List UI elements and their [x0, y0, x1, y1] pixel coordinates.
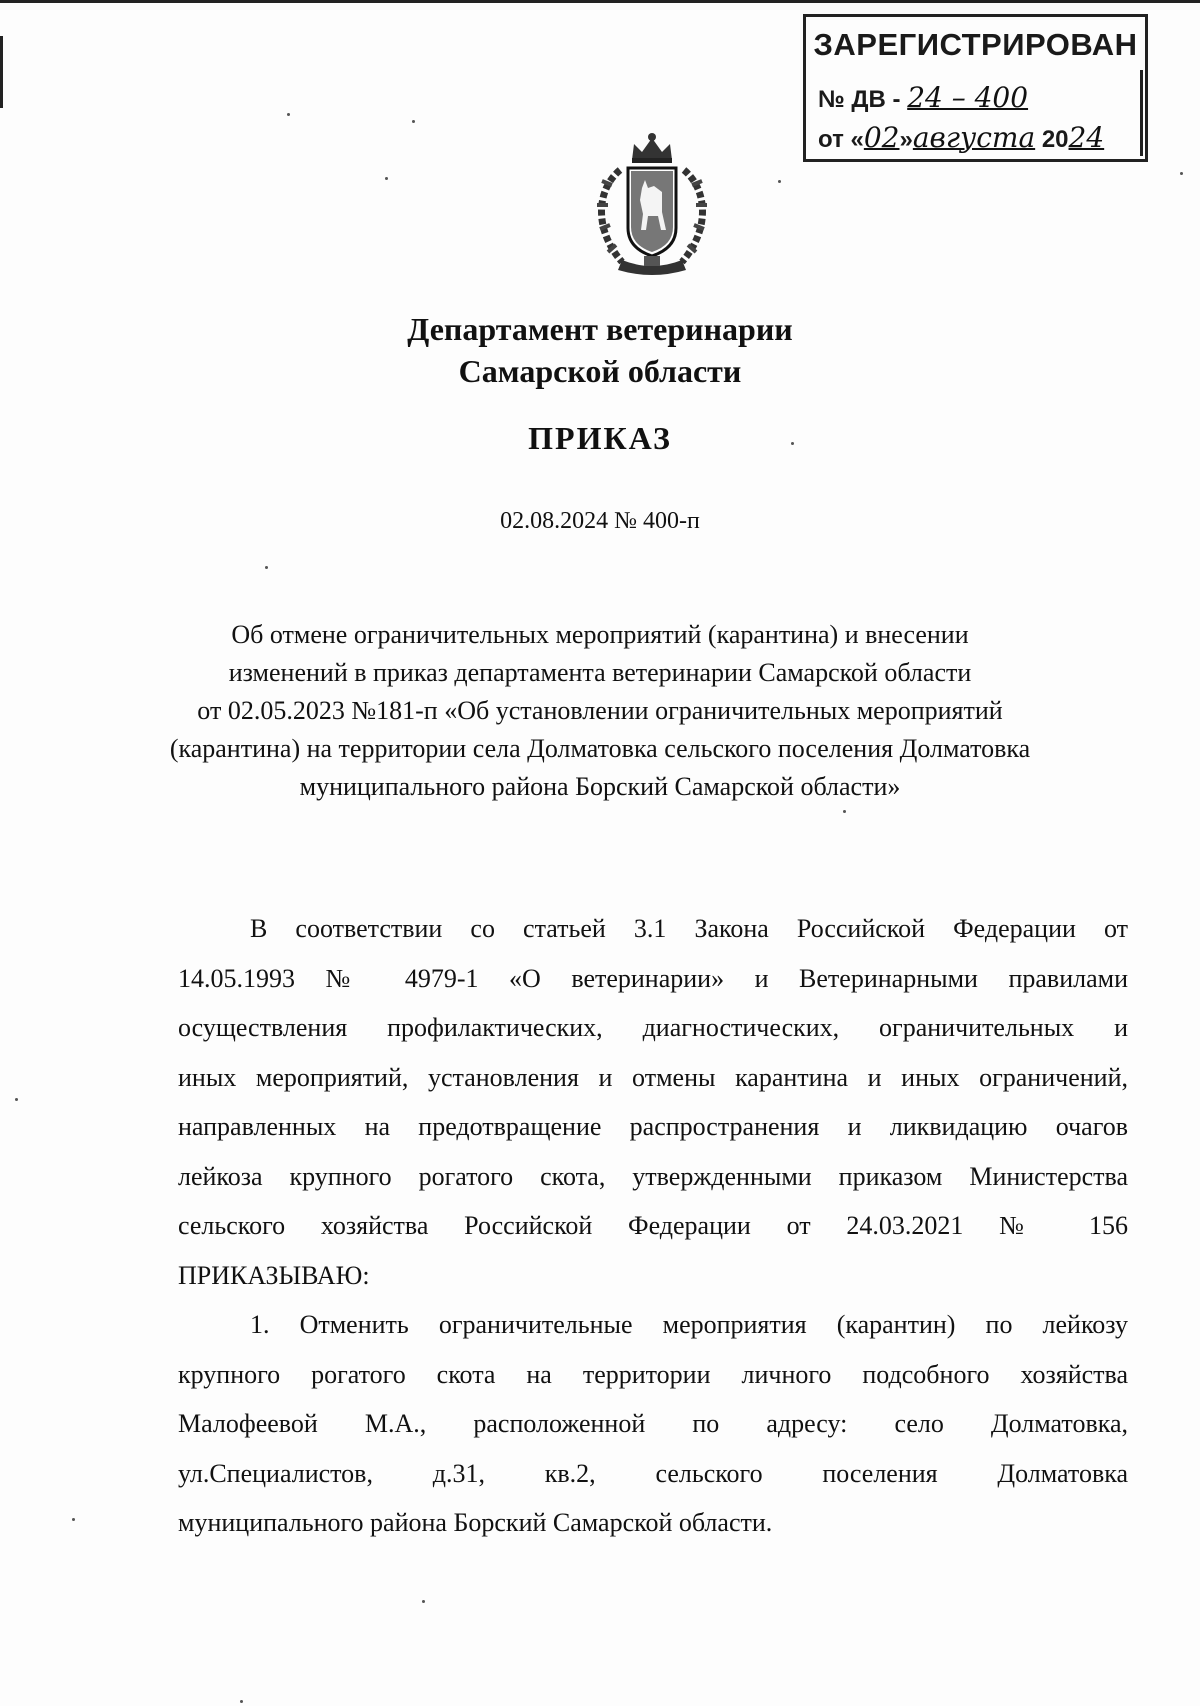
organization-line-2: Самарской области — [458, 353, 742, 389]
scan-speck — [422, 1600, 425, 1603]
scan-speck — [72, 1518, 75, 1521]
item-line: муниципального района Борский Самарской области. — [178, 1508, 773, 1537]
stamp-title: ЗАРЕГИСТРИРОВАН — [813, 27, 1138, 62]
scan-speck — [1180, 172, 1183, 175]
subject-line: изменений в приказ департамента ветеринарии Самарской области — [228, 658, 972, 687]
order-directive: ПРИКАЗЫВАЮ: — [178, 1260, 370, 1290]
stamp-date-day: 02 — [863, 121, 900, 154]
preamble-line: сельского хозяйства Российской Федерации от 24.03.2021 № 156 — [178, 1211, 1128, 1240]
document-type: ПРИКАЗ — [528, 420, 672, 456]
stamp-date-month: августа — [912, 121, 1036, 154]
item-line: ул.Специалистов, д.31, кв.2, сельского поселения Долматовка — [178, 1458, 1128, 1488]
stamp-number-prefix: № ДВ - — [818, 86, 901, 113]
preamble-line: направленных на предотвращение распространения и ликвидацию очагов — [178, 1112, 1128, 1141]
stamp-date-line — [818, 121, 1104, 154]
item-line: 1. Отменить ограничительные мероприятия (карантин) по лейкозу — [250, 1310, 1128, 1339]
scan-speck — [265, 566, 268, 569]
registration-stamp — [803, 14, 1148, 162]
scan-top-edge — [0, 0, 1200, 3]
scan-speck — [15, 1098, 18, 1101]
item-line: Малофеевой М.А., расположенной по адресу: село Долматовка, — [178, 1409, 1128, 1438]
preamble-line: лейкоза крупного рогатого скота, утвержденными приказом Министерства — [178, 1161, 1128, 1191]
preamble-line: В соответствии со статьей 3.1 Закона Российской Федерации от — [250, 914, 1128, 943]
scan-speck — [287, 113, 290, 116]
stamp-date-prefix: от « — [818, 126, 864, 153]
scan-speck — [385, 177, 388, 180]
stamp-date-mid: » — [899, 126, 913, 153]
preamble-line: иных мероприятий, установления и отмены карантина и иных ограничений, — [178, 1062, 1128, 1092]
scan-left-mark — [0, 36, 3, 108]
samara-coat-of-arms-icon — [582, 130, 722, 278]
preamble-line: осуществления профилактических, диагностических, ограничительных и — [178, 1013, 1128, 1042]
preamble-paragraph — [178, 904, 1128, 1300]
stamp-number-handwritten: 24 – 400 — [907, 81, 1029, 114]
organization-line-1: Департамент ветеринарии — [407, 311, 793, 347]
subject-line: Об отмене ограничительных мероприятий (карантина) и внесении — [231, 620, 969, 649]
subject-line: (карантина) на территории села Долматовка сельского поселения Долматовка — [169, 734, 1031, 763]
order-item-1 — [178, 1300, 1128, 1548]
scan-speck — [412, 120, 415, 123]
scan-speck — [843, 810, 846, 813]
subject-line: муниципального района Борский Самарской области» — [299, 772, 901, 801]
document-subject — [0, 616, 1200, 806]
scan-speck — [778, 180, 781, 183]
stamp-shadow-edge — [1140, 70, 1143, 156]
item-line: крупного рогатого скота на территории личного подсобного хозяйства — [178, 1359, 1128, 1389]
stamp-number-line — [818, 81, 1028, 114]
subject-line: от 02.05.2023 №181-п «Об установлении ограничительных мероприятий — [197, 696, 1003, 725]
stamp-date-year-suffix: 24 — [1068, 121, 1105, 154]
stamp-date-year-prefix: 20 — [1041, 126, 1069, 153]
preamble-line: 14.05.1993 № 4979-1 «О ветеринарии» и Ветеринарными правилами — [178, 963, 1128, 993]
document-date-number: 02.08.2024 № 400-п — [500, 508, 700, 534]
scan-speck — [240, 1700, 243, 1703]
organization-name — [0, 308, 1200, 392]
